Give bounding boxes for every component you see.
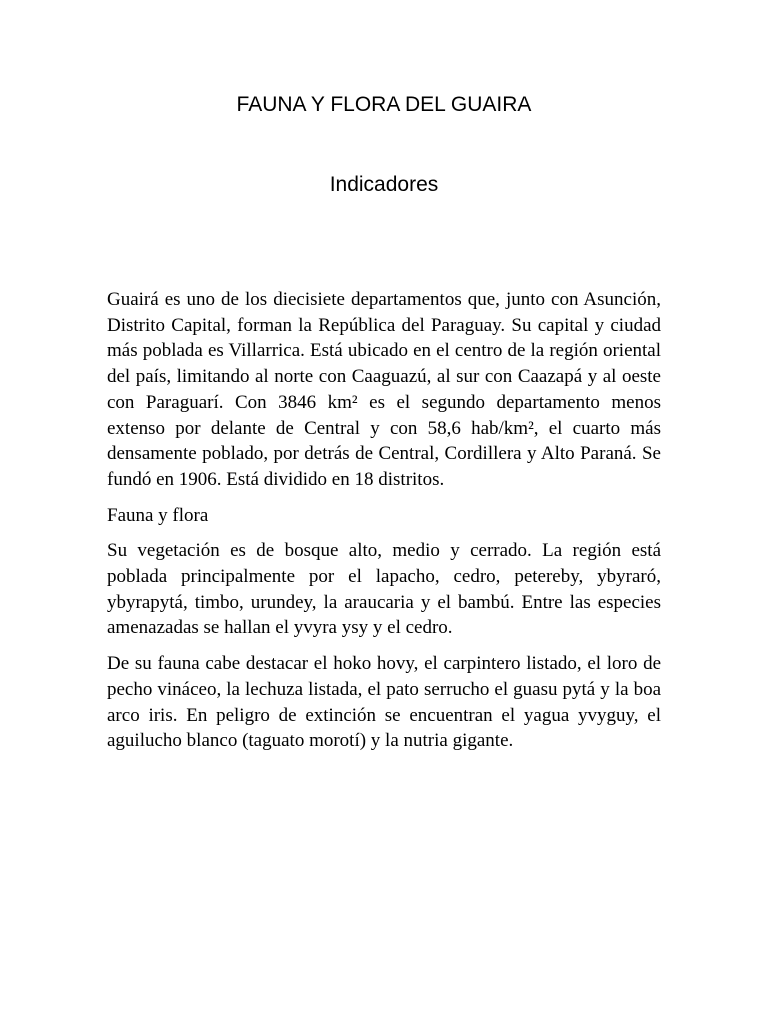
paragraph-fauna: De su fauna cabe destacar el hoko hovy, el carpintero listado, el loro de pecho vináceo, la lechuza listada, el pato serrucho el guasu pytá y la boa arco iris. En peligro de extinción se encuentran el yagua yvyguy, el aguilucho blanco (taguato morotí) y la nutria gigante.: [107, 653, 661, 752]
paragraph-intro: Guairá es uno de los diecisiete departamentos que, junto con Asunción, Distrito Capital, forman la República del Paraguay. Su capital y ciudad más poblada es Villarrica. Está ubicado en el centro de la región oriental del país, limitando al norte con Caaguazú, al sur con Caazapá y al oeste con Paraguarí. Con 3846 km² es el segundo departamento menos extenso por delante de Central y con 58,6 hab/km², el cuarto más densamente poblado, por detrás de Central, Cordillera y Alto Paraná. Se fundó en 1906. Está dividido en 18 distritos.: [107, 289, 661, 490]
paragraph-vegetation: Su vegetación es de bosque alto, medio y cerrado. La región está poblada principalmente por el lapacho, cedro, petereby, ybyraró, ybyrapytá, timbo, urundey, la araucaria y el bambú. Entre las especies amenazadas se hallan el yvyra ysy y el cedro.: [107, 540, 661, 639]
document-body: [107, 287, 661, 764]
section-heading-fauna-flora: Fauna y flora: [107, 504, 209, 526]
document-title: FAUNA Y FLORA DEL GUAIRA: [236, 93, 532, 116]
document-subtitle: Indicadores: [329, 173, 439, 196]
